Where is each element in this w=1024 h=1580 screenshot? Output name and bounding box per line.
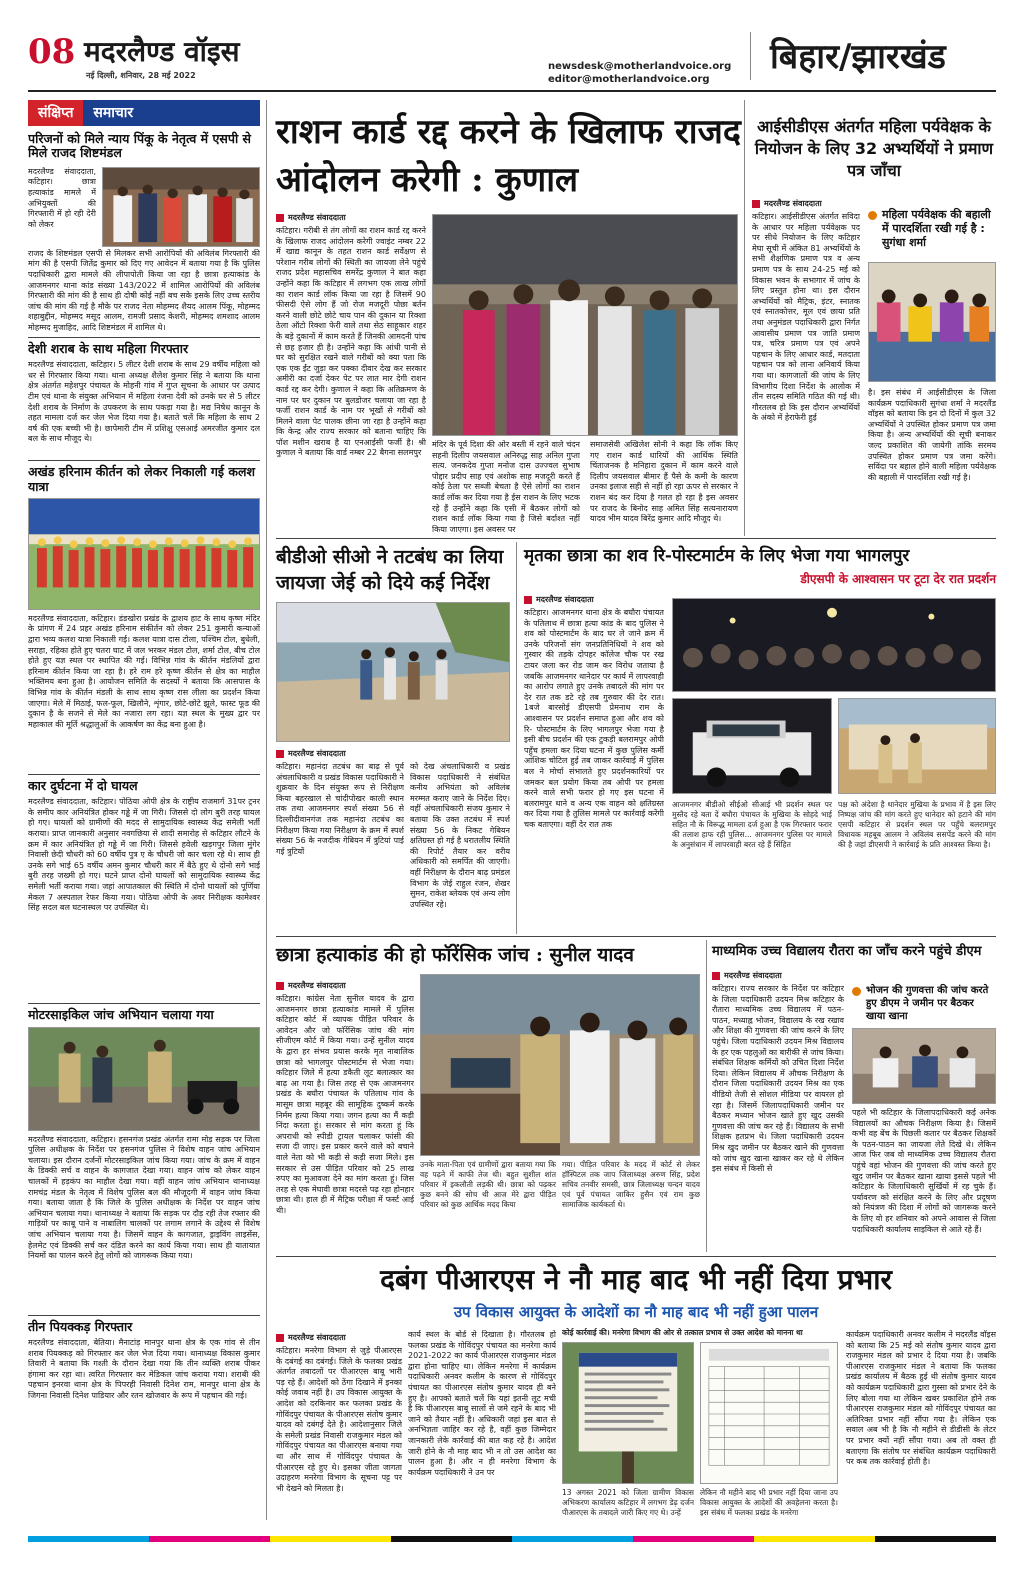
divider	[28, 337, 260, 338]
sidebar-divider	[266, 100, 267, 1520]
photo-rjd-delegation	[102, 167, 260, 247]
masthead-rule	[28, 90, 996, 92]
lead-col-1: कटिहार। गरीबी से तंग लोगों का राशन कार्ड रद्द करने के खिलाफ राजद आंदोलन करेगी ज्वाइंट नम्बर 22 में खाद्य कानून के तहत राशन कार्ड सर्वेक्षण से परेशान गरीब लोगों की स्थिती का जायजा लेने पहुंचे राजद प्रदेश महासचिव समरेंद्र कुणाल ने बात कहा उन्होंने कहा कि कटिहार में लगभग एक लाख लोगों का राशन कार्ड लॉक किया जा रहा है जिसमें 90 फीसदी ऐसे लोग हैं जो रोज मजदूरी पोछा बर्तन करने वाली छोटे छोटे चाय पान की दुकान या रिक्शा ठेला ऑटो रिक्शा फेरी वाले तथा सेठ साहूकार शहर के बड़े दुकानों में काम करते हैं जिनकी आमदनी पांच से छह हजार ही है। उन्होंने कहा कि आंधी पानी से घर को सुरक्षित रखने वाले गरीबों को क्या पता कि एक एक ईंट जुड़ा कर पक्का दीवार देख कर सरकार अमीरी का दर्जा देकर पेट पर लात मार देगी राशन कार्ड रद्द कर देगी। कुणाल ने कहा कि अतिक्रमण के नाम पर घर दुकान पर बुलडोजर चलाया जा रहा है फर्जी राशन कार्ड के नाम पर भूखों से गरीबों को मिलने वाला पेट पालक छीना जा रहा है उन्होंने कहा कि केन्द्र और राज्य सरकार को बताना चाहिए कि पॉश मशीन खराब है या एनआईसी फर्जी है। श्री कुणाल ने बताया कि वार्ड नम्बर 22 बैगना सलमपुर	[276, 226, 426, 458]
sidebar-label	[28, 100, 260, 126]
brief-1-intro-row	[28, 167, 260, 247]
paper-name: मदरलैण्ड वॉइस	[84, 35, 240, 68]
brief-4-body: मदरलैण्ड संवाददाता, कटिहार। पोठिया ओपी क्षेत्र के राष्ट्रीय राजमार्ग 31पर ट्रनर के समीप कार अनियंत्रित होकर गड्ढे में जा गिरी। जिससे दो लोग बुरी तरह घायल हो गए। घायलों को ग्रामीणों की मदद से सामुदायिक स्वास्थ्य केंद्र समेली भर्ती कराया। प्राप्त जानकारी अनुसार नवगछिया से शादी समारोह से कटिहार लौटने के क्रम में कार अनियंत्रित हो गड्ढे में जा गिरी। जिससे हवेली खड़गपुर जिला मुंगेर निवासी छेदी चौधरी को 60 वर्षीय पुत्र ए के चौधरी जो कार चला रहे थे। साथ ही उनके सगे भाई 65 वर्षीय अमन कुमार चौधरी कार में बैठे हुए थे दोनो सगे भाई बुरी तरह जख्मी हो गए। घटने प्राप्त दोनो घायलों को सामुदायिक स्वास्थ्य केंद्र समेली भर्ती कराया गया। जहां आपातकाल की स्थिति में दोनो घायलों को पूर्णिया मेकल 7 अस्पताल रेफर किया गया। पोठिया ओपी के अवर निरीक्षक कामेश्वर सिंह सदल बल घटनास्थल पर उपस्थित थे।	[28, 797, 260, 913]
masthead	[28, 18, 988, 85]
page-number: 08	[28, 32, 76, 72]
bullet-icon	[852, 987, 861, 996]
photo-mgnrega-board	[562, 1342, 694, 1484]
column-divider	[744, 100, 745, 536]
divider	[28, 460, 260, 461]
print-color-bar	[28, 1536, 996, 1542]
section-rule	[276, 538, 996, 539]
icds-byline: मदरलैण्ड संवाददाता	[752, 198, 822, 209]
sidebar-briefs	[28, 100, 260, 1520]
section-rule	[276, 1256, 996, 1257]
section-title: बिहार/झारखंड	[770, 37, 946, 77]
school-pullquote-text: भोजन की गुणवत्ता की जांच करते हुए डीएम ने जमीन पर बैठकर खाया खाना	[866, 985, 989, 1022]
icds-pullquote	[868, 208, 996, 250]
icds-col-1: कटिहार। आईसीडीएस अंतर्गत सविदा के आधार पर महिला पर्यवेक्षक पद पर सीधे नियोजन के लिए कटिहार मेघा सूची में अंकित 81 अभ्यर्थियों के सभी शैक्षणिक प्रमाण पत्र व अन्य प्रमाण पत्र के साथ 24-25 मई को विकास भवन के सभागार में जांच के लिए प्रस्तुत होना था। इस दौरान अभ्यर्थियों को मैट्रिक, इंटर, स्नातक एवं स्नातकोत्तर, मूल एवं छाया प्रति तथा अनुमंडल पदाधिकारी द्वारा निर्गत आवासीय प्रमाण पत्र जाति प्रमाण पत्र, चरित्र प्रमाण पत्र एवं अपने पहचान के लिए आधार कार्ड, मतदाता पहचान पत्र को लाना अनिवार्य किया गया था। कागजातों की जांच के लिए विभागीय दिशा निर्देश के आलोक में तीन सदस्य समिति गठित की गई थी। गौरतलब हो कि इस दौरान अभ्यर्थियों के अंको में हेराफेरी हुई	[752, 212, 860, 423]
photo-transfer-order	[700, 1342, 838, 1484]
lead-col-3: समाजसेवी अखिलेश सोनी ने कहा कि लॉक किए गए राशन कार्ड धारियों की आर्थिक स्थिति चिंताजनक है मनिहारा दुकान में काम करने वाले दिलीप जयसवाल बीमार हैं पैसे के कमी के कारण उनका इलाज सही से नहीं हो रहा ऊपर से सरकार ने राशन बंद कर दिया है गलत हो रहा है इस अवसर पर राजद के बिनोद साह अमित सिंह सत्यनारायण यादव भीम यादव बिरेंद्र कुमार आदि मौजूद थे।	[590, 440, 738, 524]
photo-night-protest	[672, 598, 996, 692]
bullet-icon	[868, 211, 877, 220]
column-divider	[706, 940, 707, 1252]
lead-headline: राशन कार्ड रद्द करने के खिलाफ राजद आंदोलन करेगी : कुणाल	[276, 112, 741, 200]
forensic-col-1: कटिहार। कांग्रेस नेता सुनील यादव के द्वारा आजमनगर छात्रा हत्याकांड मामले में पुलिस कटिहार कोर्ट में व्यापक पीड़ित परिवार के आवेदन और जो फॉरेंसिक जांच की मांग सीजीएम कोर्ट में किया गया। उन्हें सुनील यादव के द्वारा हर संभव प्रयास करके मृत नाबालिक छात्रा को भागलपुर पोस्टमार्टम से भेजा गया। कटिहार जिले में हत्या डकैती लूट बलात्कार का बाढ़ आ गया है। जिस तरह से एक आजमनगर प्रखंड के बघौरा पंचायत के पतिलाथ गांव के मासूम छात्रा महबूर की सामूहिक दुष्कर्म करके निर्मम हत्या किया गया। जगन हत्या का मैं कड़ी निंदा करता हूं। सरकार से मांग करता हूं कि अपराधी को स्पीडी ट्रायल चलाकर फांसी की सजा दी जाए। इस प्रकार करने वाले को बचाने वाले नेता को भी कड़ी से कड़ी सजा मिले। इस सरकार से उस पीड़ित परिवार को 25 लाख रुपए का मुआवजा देने का मांग करता हूं। जिस तरह से एक मेघावी छात्रा मदरसे पढ़ रहा होनहार छात्रा थी। हाल ही में मैट्रिक परीक्षा में फर्स्ट आई थी।	[276, 994, 414, 1215]
school-byline: मदरलैण्ड संवाददाता	[712, 970, 782, 981]
girl-subhead: डीएसपी के आश्वासन पर टूटा देर रात प्रदर्शन	[800, 572, 996, 586]
icds-pullquote-text: महिला पर्यवेक्षक की बहाली में पारदर्शिता रखी गई है : सुगंधा शर्मा	[882, 208, 991, 249]
photo-congress-visit	[420, 974, 700, 1156]
forensic-headline: छात्रा हत्याकांड की हो फॉरेंसिक जांच : सुनील यादव	[276, 944, 634, 966]
girl-caption-2: पक्ष को अंदेशा है थानेदार मुखिया के प्रभाव में है इस लिए निष्पक्ष जांच की मांग करते हुए थानेदार को हटाने की मांग एसपी कटिहार से प्रदर्शन स्थल पर पहुँचे बलरामपुर विधायक महबूब आलम ने अविलंब ससपेंड करने की मांग की है जहां डीएसपी ने कार्रवाई के प्रति आश्वस्त किया है।	[838, 800, 996, 849]
school-pullquote	[852, 984, 996, 1023]
brief-headline-3: अखंड हरिनाम कीर्तन को लेकर निकाली गई कलश यात्रा	[28, 464, 255, 494]
prs-subhead: उप विकास आयुक्त के आदेशों का नौ माह बाद भी नहीं हुआ पालन	[453, 1303, 819, 1321]
forensic-caption-2: गया। पीड़ित परिवार के मदद में कोर्ट से लेकर हॉस्पिटल तक जाप जिलाध्यक्ष अरुण सिंह, प्रदेश सचिव तनवीर समसी, छात्र जिलाध्यक्ष चन्दन यादव एवं पूर्व पंचायत जाकिर हुसैन एवं राम कुछ सामाजिक कार्यकर्ता थे।	[562, 1160, 700, 1209]
brief-5-body: मदरलैण्ड संवाददाता, कटिहार। हसनगंज प्रखंड अंतर्गत रामा मोड़ सड़क पर जिला पुलिस अधीक्षक के निर्देश पर हसनगंज पुलिस ने विशेष वाहन जांच अभियान चलाया। इस दौरान दर्जनों मोटरसाइकिल जांच किया गया। जांच के क्रम में वाहन के डिक्की सर्च व वाहन के कागजात देखा गया। वाहन जांच को लेकर वाहन चालकों में हड़कंप का माहौल देखा गया। वहीं वाहन जांच अभियान थानाध्यक्ष रामचंद्र मंडल के नेतृत्व में विशेष पुलिस बल की मौजूदगी में वाहन जांच किया गया। बताया जाता है कि जिले के पुलिस अधीक्षक के निर्देश पर वाहन जांच अभियान चलाया गया। थानाध्यक्ष ने बताया कि सड़क पर दौड़ रही तेज रफ्तार की गाड़ियों पर काबू पाने व नाबालिग चालकों पर लगाम लगाने के उद्देश्य से विशेष जांच अभियान चलाया गया है। जिसमें वाहन के कागजात, ड्राइविंग लाइसेंस, हेलमेट एवं डिक्की सर्च कर दंडित करने का कार्य किया गया। साथ ही यातायात नियमों का पालन करने हेतु लोगों को जागरूक किया गया।	[28, 1134, 260, 1261]
lead-col-2: मंदिर के पूर्व दिशा की ओर बस्ती में रहने वाले चंदन सहनी दिलीप जयसवाल अनिरुद्ध साह अनिल गुप्ता सत्य. जनकदेव गुप्ता मनोज दास उज्ज्वल सुभाष पोद्दार प्रदीप साह एवं अशोक साह मजदूरी करते हैं कोई ठेला पर सब्जी बेचता है ऐसे लोगों का राशन कार्ड लॉक कर दिया गया है ईस राशन के लिए भटक रहे हैं उन्होंने कहा कि एसी में बैठकर लोगों को राशन कार्ड लॉक किया गया है जिसे बर्दाश्त नहीं किया जाएगा। इस अवसर पर	[432, 440, 580, 534]
girl-headline: मृतका छात्रा का शव रि-पोस्टमार्टम के लिए भेजा गया भागलपुर	[524, 546, 910, 566]
girl-byline: मदरलैण्ड संवाददाता	[524, 594, 594, 605]
icds-headline: आईसीडीएस अंतर्गत महिला पर्यवेक्षक के नियोजन के लिए 32 अभ्यर्थियों ने प्रमाण पत्र जाँचा	[754, 117, 994, 180]
brief-headline-1: परिजनों को मिले न्याय पिंकू के नेतृत्व में एसपी से मिले राजद शिष्टमंडल	[28, 131, 252, 161]
bdo-headline: बीडीओ सीओ ने तटबंध का लिया जायजा जेई को दिये कई निर्देश	[276, 546, 504, 594]
school-headline: माध्यमिक उच्च विद्यालय रौतरा का जाँच करने पहुंचे डीएम	[712, 944, 982, 959]
photo-damaged-jeep	[672, 698, 832, 794]
photo-police-station	[838, 698, 996, 794]
email-newsdesk[interactable]: newsdesk@motherlandvoice.org	[548, 61, 732, 72]
date-line: नई दिल्ली, शनिवार, 28 मई 2022	[86, 71, 196, 80]
divider	[28, 1003, 260, 1004]
divider	[28, 774, 260, 775]
prs-caption-1: 13 अगस्त 2021 को जिला ग्रामीण विकास अभिकरण कार्यालय कटिहार में लगभग डेढ़ दर्जन पीआरएस के तबादले जारी किए गए थे। उन्हें	[562, 1488, 694, 1517]
brief-1-body: राजद के शिष्टमंडल एसपी से मिलकर सभी आरोपियों की अविलंब गिरफ्तारी की मांग की है एसपी जितेंद्र कुमार को दिए गए आवेदन में बताया गया है कि पुलिस पदाधिकारी द्वारा मामले की लीपापोती किया जा रहा है छात्रा हत्याकांड के आजमनगर थाना कांड संख्या 143/2022 में शामिल आरोपियों की अविलंब गिरफ्तारी की मांग की है साथ ही दोषी कोई नहीं बच सके इसके लिए उच्च स्तरीय जांच की मांग की गई है मौके पर राजद नेता मोहम्मद शैयद आलम पिंकू, मोहम्मद शहाबुद्दीन, मोहम्मद मसूद आलम, रामजी प्रसाद केशरी, मोहम्मद शमशाद आलम मोहम्मद मुजाहिद, आदि शिष्टमंडल में शामिल थे।	[28, 248, 260, 332]
photo-certificate-check	[868, 262, 996, 382]
masthead-divider	[750, 32, 751, 80]
sidebar-label-left: संक्षिप्त	[28, 100, 83, 126]
prs-col-2: कार्य स्थल के बोर्ड से दिखाता है। गौरतलब हो फलका प्रखंड के गोविंदपुर पंचायत का मनरेगा कार्य 2021-2022 का कार्य पीआरएस राजकुमार मंडल द्वारा होना चाहिए था। लेकिन मनरेगा में कार्यक्रम पदाधिकारी अनवर कलीम के कारण से गोविंदपुर पंचायत का पीआरएस संतोष कुमार यादव ही बने हुए है। आपको बताते चलें कि यहां इतनी लूट मची है कि पीआरएस बाबू सालों से जमे रहने के बाद भी जाने को तैयार नहीं है। अधिकारी जहां इस बात से अनभिज्ञता जाहिर कर रहे है, वहीं कुछ जिम्मेदार जानकारी लेके कार्रवाई की बात कह रहे है। आदेश जारी होने के नौ माह बाद भी न तो उस आदेश का पालन हुआ है। और न ही मनरेगा विभाग के कार्यक्रम पदाधिकारी ने उन पर	[408, 1330, 556, 1477]
photo-dm-eating	[852, 1028, 996, 1104]
brief-2-body: मदरलैण्ड संवाददाता, कटिहार। 5 लीटर देशी शराब के साथ 29 वर्षीय महिला को धर से गिरफ्तार किया गया। थाना अध्यक्ष शैलेश कुमार सिंह ने बताया कि थाना क्षेत्र अंतर्गत महेशपुर पंचायत के मोहनी गांव में गुप्त सूचना के आधार पर उत्पाद टीम एवं थाना के संयुक्त अभियान में महिला रंजना देवी को उनके घर से 5 लीटर देशी शराब के निर्माण के उपकरण के साथ पकड़ा गया है। मद्य निषेध कानून के तहत मामला दर्ज कर जेल भेज दिया गया है। बताते चलें कि महिला के साथ 2 वर्ष की एक बच्ची भी है। छापेमारी टीम में प्रशिक्षु एसआई अमरजीत कुमार दल बल के साथ मौजूद थे।	[28, 360, 260, 444]
brief-headline-4: कार दुर्घटना में दो घायल	[28, 777, 138, 793]
email-editor[interactable]: editor@motherlandvoice.org	[548, 74, 710, 85]
brief-headline-6: तीन पियक्कड़ गिरफ्तार	[28, 1318, 133, 1334]
section-rule	[276, 936, 996, 937]
bdo-col-1: कटिहार। महानंदा तटबंध का बाढ़ से पूर्व अंचलाधिकारी व प्रखंड विकास पदाधिकारी ने शुक्रवार के दिन संयुक्त रूप से निरीक्षण किया बहरखाल से चांदीपोखर काली स्थान तक तथा आजमनगर स्पर्श संख्या 56 से दिल्लीदीवानगंज तक महानंदा तटबंध का निरीक्षण किया गया निरीक्षण के क्रम में स्पर्श संख्या 56 के नजदीक गेबियन में त्रुटियां पाई गई त्रुटियों	[276, 762, 404, 856]
school-col-1: कटिहार। राज्य सरकार के निर्देश पर कटिहार के जिला पदाधिकारी उदयन मिश्र कटिहार के रौतारा माध्यमिक उच्च विद्यालय में पठन-पाठन, मध्याह्न भोजन, विद्यालय के रख रखाव और शिक्षा की गुणवत्ता की जांच करने के लिए पहुंचे। जिला पदाधिकारी उदयन मिश्र विद्यालय के हर एक पहलुओं का बारीकी से जांच किया। संबंधित शिक्षक कर्मियों को उचित दिशा निर्देश दिया। लेकिन विद्यालय में औचक निरीक्षण के दौरान जिला पदाधिकारी उदयन मिश्र का एक वीडियो तेजी से सोशल मीडिया पर वायरल हो रहा है। जिसमें जिलापदाधिकारी जमीन पर बैठकर मध्यान भोजन खाते हुए खुद उसकी गुणवत्ता की जांच कर रहे हैं। विद्यालय के सभी शिक्षक हतप्रभ थे। जिला पदाधिकारी उदयन मिश्र खुद जमीन पर बैठकर खाने की गुणवत्ता को जांच खुद खाना खाकर कर रहे थे लेकिन इस संबंध में किसी से	[712, 984, 844, 1174]
brief-3-body: मदरलैण्ड संवाददाता, कटिहार। डंडखोरा प्रखंड के द्वाशय हाट के साथ कृष्ण मंदिर के प्रांगण में 24 प्रहर अखंड हरिनाम संकीर्तन को लेकर 251 कुमारी कन्याओं द्वारा भव्य कलश यात्रा निकाली गई। कलश यात्रा दास टोला, पश्चिम टोल, बुधेली, सराहा, रहिका होते हुए चतरा घाट में जल भरकर मंडल टोल, शर्मा टोल, बीच टोल होते हुए यज्ञ स्थल पर स्थापित की गई। विभिन्न गांव के कीर्तन मंडलियों द्वारा हरिनाम कीर्तन किया जा रहा है। हरे राम हरे कृष्ण कीर्तन से क्षेत्र का माहौल भक्तिमय बना हुआ है। आयोजन समिति के सदस्यों ने बताया कि आसपास के विभिन्न गांव के कीर्तन मंडली के साथ साथ कृष्ण रास लीला का प्रदर्शन किया जाएगा। मेले में मिठाई, फल-फूल, खिलौने, शृंगार, छोटे-छोटे झूले, फास्ट फूड की दुकान है के सजने से मेले का नजारा लग रहा। यज्ञ स्थल के मुख्य द्वार पर महाकाल की मूर्ति श्रद्धालुओं के आकर्षण का केंद्र बना हुआ है।	[28, 613, 260, 729]
photo-embankment-inspection	[276, 602, 510, 742]
prs-col-4: कार्यक्रम पदाधिकारी अनवर कलीम ने मदरलैंड वॉइस को बताया कि 25 मई को संतोष कुमार यादव द्वारा राजकुमार मंडल को प्रभार दे दिया गया है। जबकि पीआरएस राजकुमार मंडल ने बताया कि फलका प्रखंड कार्यालय में बैठक हुई थी संतोष कुमार यादव को कार्यक्रम पदाधिकारी द्वारा गुस्सा को प्रभार देने के लिए बोला गया था लेकिन खबर प्रकाशित होने तक पीआरएस राजकुमार मंडल को गोविंदपुर पंचायत का अतिरिक्त प्रभार नहीं सौंपा गया है। लेकिन एक सवाल अब भी है कि नौ महीने से डीडीसी के लेटर पर प्रभार क्यों नहीं सौंपा गया। अब तो वक्त ही बताएगा कि संतोष पर संबंधित कार्यक्रम पदाधिकारी पर कब तक कार्रवाई होती है।	[846, 1330, 996, 1467]
prs-caption-top: कोई कार्रवाई की। मनरेगा विभाग की ओर से तत्काल प्रभाव से उक्त आदेश को मानना था	[562, 1328, 803, 1337]
girl-col-1: कटिहार। आजमनगर थाना क्षेत्र के बघौरा पंचायत के पतिलाथ में छात्रा हत्या कांड के बाद पुलिस ने शव को पोस्टमार्टम के बाद घर ले जाने क्रम में उनके परिजनों संग जनप्रतिनिधियों ने शव को गुस्वार की तड़के दोपहर कॉलेज चौक पर रख टायर जला कर रोड जाम कर विरोध जताया है जबकि आजमनगर थानेदार पर कार्य में लापरवाही का आरोप लगाते हुए उनके तबादले की मांग पर देर रात तक डटे रहे तब गुरुवार की देर रात। 1बजे बारसोई डीएसपी प्रेमनाथ राम के आश्वासन पर प्रदर्शन समाप्त हुआ और शव को रि- पोस्टमार्टम के लिए भागलपुर भेजा गया है इसी बीच प्रदर्शन की एक टुकड़ी बलरामपुर ओपी पहुँच हमला कर दिया घटना में कुछ पुलिस कर्मी आंशिक चोटिल हुई तब जाकर कार्रवाई में पुलिस बल ने मोर्चा संभालते हुए प्रदर्शनकारियों पर जमकर बल प्रयोग किया तब ओपी पर हमला करने वाले सभी फरार हो गए इस घटना में बलरामपुर थाने व अन्य एक वाहन को क्षतिग्रस्त कर दिया गया है तुलिस मामले पर कार्रवाई करेंगी चक बताएगा। वहीं देर रात तक	[524, 608, 664, 829]
forensic-caption-1: उनके माता-पिता एवं ग्रामीणों द्वारा बताया गया कि वह पढ़ने में काफी तेज थी। बहुत सुशील शांत परिवार में इकलौती लड़की थी। छात्रा को पढ़कर कुछ बनने की सोच थी आज मेरे द्वारा पीड़ित परिवार को कुछ आर्थिक मदद किया	[420, 1160, 556, 1209]
prs-caption-2: लेकिन नौ महीने बाद भी प्रभार नहीं दिया जाना उप विकास आयुक्त के आदेशों की अवहेलना करता है। इस संबंध में फलका प्रखंड के मनरेगा	[700, 1488, 838, 1517]
photo-vehicle-check	[28, 1027, 260, 1131]
prs-headline: दबंग पीआरएस ने नौ माह बाद भी नहीं दिया प्रभार	[380, 1263, 892, 1296]
lead-byline: मदरलैण्ड संवाददाता	[276, 212, 346, 223]
brief-headline-2: देशी शराब के साथ महिला गिरफ्तार	[28, 340, 189, 356]
contact-emails	[548, 60, 731, 86]
school-col-2: पहले भी कटिहार के जिलापदाधिकारी कई अनेक विद्यालयों का औचक निरीक्षण किया है। जिसमें कभी वह बेंच के पिछली कतार पर बैठकर शिक्षकों के पठन-पाठन का जायजा लेते दिखे थे। लेकिन आज फिर जब वो माध्यमिक उच्च विद्यालय रौतरा पहुंचे वहां भोजन की गुणवत्ता की जांच करते हुए खुद जमीन पर बैठकर खाना खाया इससे पहले भी कटिहार के जिलाधिकारी सुर्खियों में रह चुके हैं। पर्यावरण को संरक्षित करने के लिए और प्रदूषण को नियंत्रण की दिशा में लोगों को जागरूक करने के लिए वो हर शनिवार को अपने आवास से जिला पदाधिकारी कार्यालय साइकिल से आते रहे हैं।	[852, 1108, 996, 1234]
brief-1-intro: मदरलैण्ड संवाददाता, कटिहार। छात्रा हत्याकांड मामले में अभियुक्तों की गिरफ्तारी में हो रही देरी को लेकर	[28, 166, 96, 229]
bdo-byline: मदरलैण्ड संवाददाता	[276, 748, 346, 759]
forensic-byline: मदरलैण्ड संवाददाता	[276, 980, 346, 991]
prs-col-1: कटिहार। मनरेगा विभाग से जुड़े पीआरएस के दबंगई का दबंगई। जिले के फलका प्रखंड अंतर्गत तबादलों पर पीआरएस बाबू भारी पड़ रहे हैं। आदेशों को ठेंगा दिखाने में इनका कोई जवाब नहीं है। उप विकास आयुक्त के आदेश को दरकिनार कर फलका प्रखंड के गोविंदपुर पंचायत के पीआरएस संतोष कुमार यादव को दबंगई देते है। आदेशानुसार जिले के समेली प्रखंड निवासी राजकुमार मंडल को गोविंदपुर पंचायत का पीआरएस बनाया गया था और साथ में गोविंदपुर पंचायत के पीआरएस रहे हुए थे। इसका जीता जागता उदाहरण मनरेगा विभाग के सूचना पट्ट पर भी देखने को मिलता है।	[276, 1346, 402, 1493]
prs-byline: मदरलैण्ड संवाददाता	[276, 1332, 346, 1343]
bdo-col-2: को देख अंचलाधिकारी व प्रखंड विकास पदाधिकारी ने संबंधित कनीय अभियंता को अविलंब मरम्मत कराए जाने के निर्देश दिए। वहीं अंचलाधिकारी संजय कुमार ने बताया कि उक्त तटबंध में स्पर्श संख्या 56 के निकट गेबियन क्षतिग्रस्त हो गई है धरातलीय स्थिति की रिपोर्ट तैयार कर वरीय अधिकारी को समर्पित की जाएगी। वहीं निरीक्षण के दौरान बाढ़ प्रमंडल विभाग के जेई राहुल रंजन, शेखर सुमन, राकेश ब्लेयक एवं अन्य लोग उपस्थित रहे।	[410, 762, 510, 909]
photo-kalash-yatra	[28, 498, 260, 610]
brief-6-body: मदरलैण्ड संवाददाता, बेतिया। मैनाटांड़ मानपुर थाना क्षेत्र के एक गांव से तीन शराब पियक्कड़ को गिरफ्तार कर जेल भेज दिया गया। थानाध्यक्ष विकास कुमार तिवारी ने बताया कि गश्ती के दौरान देखा गया कि तीन व्यक्ति शराब पीकर हंगामा कर रहा था। त्वरित गिरफ्तार कर मेडिकल जांच कराया गया। शराबी की पहचान इनरवा थाना क्षेत्र के पिपरही निवासी दिनेश राम, मानपुर थाना क्षेत्र के जिगना निवासी दिनेश पाडियार और रतन खोजवार के रूप में पहचान की गई।	[28, 1338, 260, 1400]
icds-col-2: है। इस संबंध में आईसीडीएस के जिला कार्यक्रम पदाधिकारी सुगंधा शर्मा ने मदरलैंड वॉइस को बताया कि इन दो दिनों में कुल 32 अभ्यर्थियों ने उपस्थित होकर प्रमाण पत्र जमा किया है। अन्य अभ्यर्थियों की सूची बनाकर जल्द प्रकाशित की जायेगी तांकि सरमय उपस्थित होकर प्रमाण पत्र जमा करेंगे। सविंदा पर बहाल होने वाली महिला पर्यवेक्षक की बहाली में पारदर्शिता रखी गई है।	[868, 388, 996, 482]
sidebar-label-right: समाचार	[83, 100, 260, 126]
divider	[28, 1315, 260, 1316]
column-divider	[516, 542, 517, 934]
brief-headline-5: मोटरसाइकिल जांच अभियान चलाया गया	[28, 1007, 214, 1023]
girl-caption-1: आजमनगर बीडीओ सीईओ सीआई भी प्रदर्शन स्थल पर मुस्तैद रहे बता दें बघौरा पंचायत के मुखिया के सोहदे भाई सहित नौ के विरूद्ध मामला दर्ज हुआ है एक गिरफ्तार फरार की तलाश हाफ रही पुलिस... आजमनगर पुलिस पर मामले के अनुसंधान में लापरवाही बरत रहे हैं सिंहित	[672, 800, 832, 849]
photo-ration-card-visit	[432, 214, 738, 436]
